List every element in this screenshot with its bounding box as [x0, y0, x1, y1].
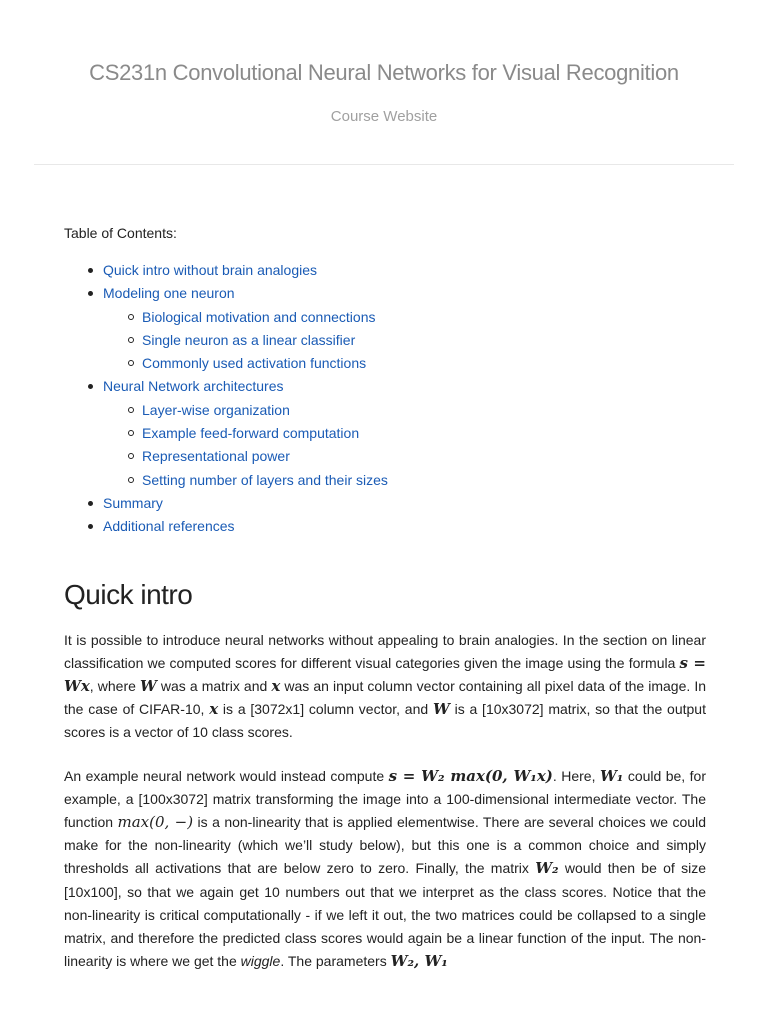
text-run: . The parameters [280, 953, 391, 970]
main-content [0, 225, 768, 973]
text-run: would then be of size [10x100], so that we again get 10 numbers out that we interpret as the class scores. Notice that the non-linearity is critical computationally - if we left it out, the two matrices could be collapsed to a single matrix, and therefore the predicted class scores would again be a linear function of the input. The non-linearity is where we get the [64, 860, 707, 970]
toc-item [64, 375, 706, 491]
math-formula: x [209, 700, 219, 719]
paragraph-intro [64, 629, 706, 745]
toc-link-layer-wise[interactable]: Layer-wise organization [142, 401, 290, 418]
text-run: could be, for example, a [100x3072] matrix transforming the image into a 100-dimensional intermediate vector. The function [64, 767, 706, 830]
text-run: is a [3072x1] column vector, and [218, 701, 433, 718]
text-run: . Here, [552, 767, 600, 784]
text-run: is a non-linearity that is applied elementwise. There are several choices we could make for the non-linearity (which we’ll study below), but this one is a common choice and simply thresholds all activations that are below zero to zero. Finally, the matrix [64, 813, 706, 877]
toc-subitem [103, 422, 706, 445]
math-formula: W₂, W₁ [390, 952, 448, 971]
math-formula: x [271, 676, 281, 695]
toc-link-single-neuron[interactable]: Single neuron as a linear classifier [142, 331, 356, 348]
toc-subitem [103, 399, 706, 422]
toc-link-feed-forward[interactable]: Example feed-forward computation [142, 425, 360, 442]
toc-link-biological-motivation[interactable]: Biological motivation and connections [142, 308, 376, 325]
site-title[interactable]: CS231n Convolutional Neural Networks for Visual Recognition [89, 60, 679, 85]
toc-link-quick-intro[interactable]: Quick intro without brain analogies [103, 262, 318, 278]
paragraph-example [64, 765, 706, 974]
math-formula: s = Wx [64, 653, 706, 695]
toc-link-nn-architectures[interactable]: Neural Network architectures [103, 378, 284, 395]
toc-link-summary[interactable]: Summary [103, 494, 163, 511]
text-run: , where [89, 677, 140, 694]
toc-link-representational-power[interactable]: Representational power [142, 448, 290, 465]
math-formula: W₂ [535, 859, 559, 878]
toc-subitem [103, 329, 706, 352]
site-header [34, 0, 734, 165]
math-formula: max(0, −) [117, 812, 194, 831]
table-of-contents [64, 259, 706, 539]
toc-subitem [103, 352, 706, 375]
toc-item [64, 259, 706, 282]
math-formula: s = W₂ max(0, W₁x) [388, 766, 553, 785]
toc-link-layers-sizes[interactable]: Setting number of layers and their sizes [142, 471, 388, 488]
math-formula: W₁ [599, 766, 624, 785]
toc-label: Table of Contents: [64, 225, 177, 241]
toc-subitem [103, 306, 706, 329]
section-heading: Quick intro [64, 578, 193, 610]
course-website-link[interactable]: Course Website [330, 108, 438, 125]
toc-item [64, 515, 706, 538]
text-run: was an input column vector containing all pixel data of the image. In the case of CIFAR-10, [64, 677, 706, 718]
toc-item [64, 282, 706, 375]
text-run: An example neural network would instead compute [64, 767, 389, 784]
emphasis-wiggle: wiggle [240, 953, 281, 970]
toc-link-modeling-one-neuron[interactable]: Modeling one neuron [103, 285, 235, 302]
toc-link-additional-references[interactable]: Additional references [103, 518, 235, 535]
toc-subitem [103, 445, 706, 468]
toc-item [64, 492, 706, 515]
text-run: is a [10x3072] matrix, so that the output scores is a vector of 10 class scores. [64, 701, 706, 741]
toc-sublist [103, 306, 706, 376]
math-formula: W [139, 676, 157, 695]
toc-subitem [103, 469, 706, 492]
text-run: It is possible to introduce neural networks without appealing to brain analogies. In the section on linear classification we computed scores for different visual categories given the image using the formula [64, 631, 706, 671]
toc-sublist [103, 399, 706, 492]
text-run: was a matrix and [156, 677, 272, 694]
toc-link-activation-functions[interactable]: Commonly used activation functions [142, 355, 367, 372]
math-formula: W [432, 700, 450, 719]
